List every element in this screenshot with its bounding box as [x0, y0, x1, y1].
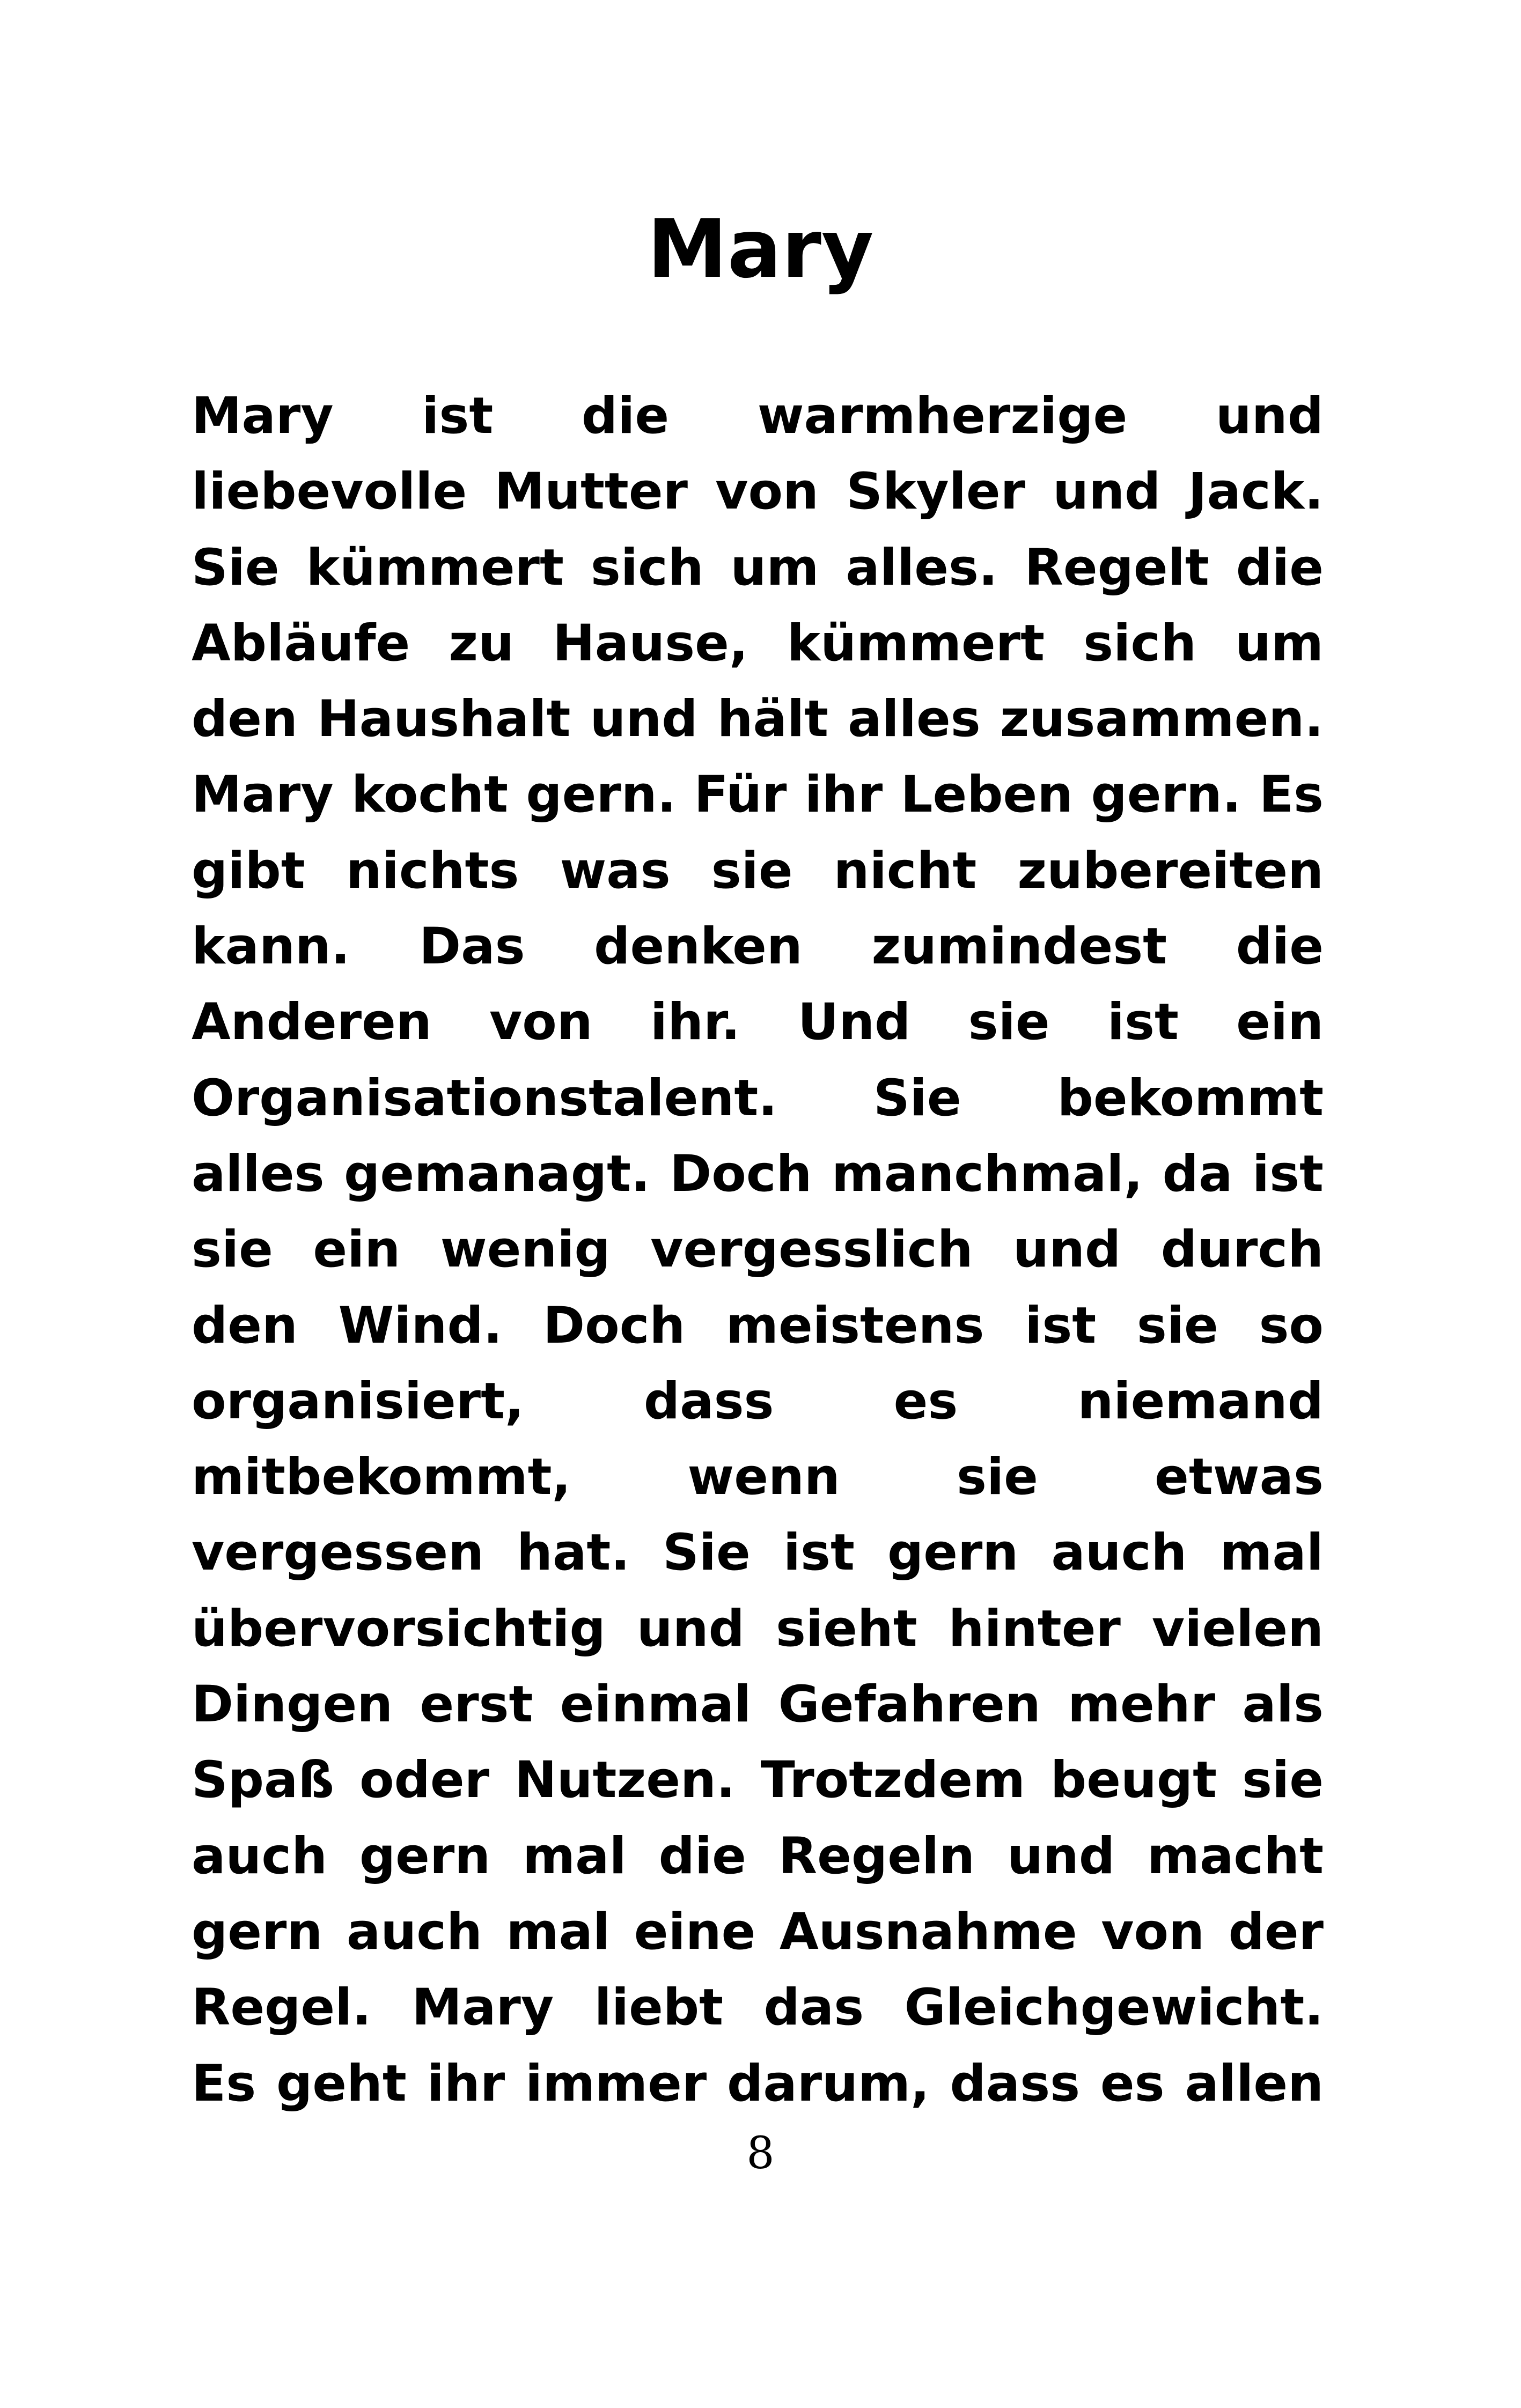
text-line: liebevolle Mutter von Skyler und Jack.: [192, 462, 1324, 521]
text-line: den Haushalt und hält alles zusammen.: [192, 690, 1324, 749]
text-line: auch gern mal die Regeln und macht: [192, 1827, 1324, 1886]
text-line: Mary kocht gern. Für ihr Leben gern. Es: [192, 765, 1324, 824]
text-line: Es geht ihr immer darum, dass es allen: [192, 2054, 1324, 2113]
text-line: mitbekommt, wenn sie etwas: [192, 1448, 1324, 1507]
text-line: Regel. Mary liebt das Gleichgewicht.: [192, 1978, 1324, 2037]
page-number: 8: [746, 2128, 775, 2179]
text-line: sie ein wenig vergesslich und durch: [192, 1220, 1324, 1279]
text-line: übervorsichtig und sieht hinter vielen: [192, 1599, 1324, 1658]
text-line: organisiert, dass es niemand: [192, 1372, 1324, 1431]
text-line: alles gemanagt. Doch manchmal, da ist: [192, 1144, 1324, 1203]
text-line: vergessen hat. Sie ist gern auch mal: [192, 1523, 1324, 1582]
text-line: Anderen von ihr. Und sie ist ein: [192, 993, 1324, 1052]
text-line: gern auch mal eine Ausnahme von der: [192, 1902, 1324, 1961]
body-paragraph: [192, 378, 1324, 2122]
text-line: kann. Das denken zumindest die: [192, 917, 1324, 976]
text-line: Spaß oder Nutzen. Trotzdem beugt sie: [192, 1751, 1324, 1810]
chapter-title: Mary: [647, 203, 874, 296]
text-line: gibt nichts was sie nicht zubereiten: [192, 841, 1324, 900]
text-line: Sie kümmert sich um alles. Regelt die: [192, 538, 1324, 597]
text-line: Mary ist die warmherzige und: [192, 387, 1324, 445]
text-line: Dingen erst einmal Gefahren mehr als: [192, 1675, 1324, 1734]
text-line: Abläufe zu Hause, kümmert sich um: [192, 614, 1324, 673]
text-line: den Wind. Doch meistens ist sie so: [192, 1296, 1324, 1355]
text-line: Organisationstalent. Sie bekommt: [192, 1069, 1324, 1128]
